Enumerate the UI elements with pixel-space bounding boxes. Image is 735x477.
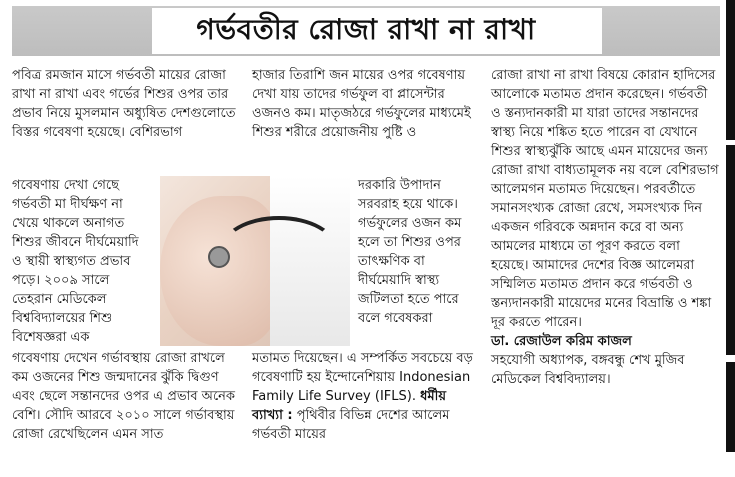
religious-explanation-label: ধর্মীয় ব্যাখ্যা : <box>252 389 446 423</box>
col2-bottom-text-a: মতামত দিয়েছেন। এ সম্পর্কিত সবচেয়ে বড় গবেষণাটি হয় ইন্দোনেশিয়ায় Indonesian Family Life Survey (IFLS). <box>252 351 473 404</box>
headline: গর্ভবতীর রোজা রাখা না রাখা <box>196 12 536 46</box>
adjacent-column-edge <box>726 0 735 477</box>
pregnant-woman-photo <box>160 176 350 346</box>
stethoscope-icon <box>208 246 230 268</box>
column-2-wrap <box>358 176 480 328</box>
col2-top-text: হাজার তিরাশি জন মায়ের ওপর গবেষণায় দেখা যায় তাদের গর্ভফুল বা প্লাসেন্টার ওজনও কম। মাতৃজঠরে গর্ভফুলের মাধ্যমেই শিশুর শরীরে প্রয়োজনীয় পুষ্টি ও <box>252 68 471 140</box>
col2-bottom-paragraph <box>252 349 480 444</box>
author-name: ডা. রেজাউল করিম কাজল <box>491 334 632 349</box>
edge-block-3 <box>726 362 735 452</box>
edge-block-2 <box>726 145 735 355</box>
col1-bottom-text: গবেষণায় দেখেন গর্ভাবস্থায় রোজা রাখলে কম ওজনের শিশু জন্মদানের ঝুঁকি দ্বিগুণ এবং ছেলে সন্তানদের ওপর এ প্রভাব অনেক বেশি। সৌদি আরবে ২০১০ সালে গর্ভাবস্থায় রোজা রেখেছিলেন এমন সাত <box>12 351 236 442</box>
column-1-bottom <box>12 349 240 444</box>
column-3 <box>491 66 721 389</box>
col1-top-text: পবিত্র রমজান মাসে গর্ভবতী মায়ের রোজা রাখা না রাখা এবং গর্ভের শিশুর ওপর তার প্রভাব নিয়ে মুসলমান অধ্যুষিত দেশগুলোতে বিস্তর গবেষণা হয়েছে। বেশিরভাগ <box>12 68 236 140</box>
edge-block-1 <box>726 0 735 140</box>
col3-body-text: রোজা রাখা না রাখা বিষয়ে কোরান হাদিসের আলোকে মতামত প্রদান করেছেন। গর্ভবতী ও স্তন্যদানকারী মা যারা তাদের সন্তানদের স্বাস্থ্য নিয়ে শঙ্কিত হতে পারেন বা যেখানে শিশুর স্বাস্থ্যঝুঁকি আছে এমন মায়েদের জন্য রোজা রাখা বাধ্যতামূলক নয় বলে বেশিরভাগ আলেমগন মতামত দিয়েছেন। পরবর্তীতে সমানসংখ্যক রোজা রেখে, সমসংখ্যক দিন একজন গরিবকে অন্নদান করে বা অন্য আমলের মাধ্যমে তা পূরণ করতে বলা হয়েছে। আমাদের দেশের বিজ্ঞ আলেমরা সম্মিলিত মতামত প্রদান করে গর্ভবতী ও স্তন্যদানকারী মায়েদের মনের বিভ্রান্তি ও শঙ্কা দূর করতে পারেন। <box>491 68 719 330</box>
col1-wrap-text: গবেষণায় দেখা গেছে গর্ভবতী মা দীর্ঘক্ষণ না খেয়ে থাকলে অনাগত শিশুর জীবনে দীর্ঘমেয়াদি ও স্থায়ী স্বাস্থ্যগত প্রভাব পড়ে। ২০০৯ সালে তেহরান মেডিকেল বিশ্ববিদ্যালয়ের শিশু বিশেষজ্ঞরা এক <box>12 178 139 345</box>
author-title: সহযোগী অধ্যাপক, বঙ্গবন্ধু শেখ মুজিব মেডিকেল বিশ্ববিদ্যালয়। <box>491 353 685 387</box>
col2-bottom-text-b: পৃথিবীর বিভিন্ন দেশের আলেম গর্ভবতী মায়ের <box>252 408 450 442</box>
column-2-top <box>252 66 480 142</box>
column-2-bottom <box>252 349 480 444</box>
headline-banner <box>12 6 720 56</box>
col2-wrap-text: দরকারি উপাদান সরবরাহ হয়ে থাকে। গর্ভফুলের ওজন কম হলে তা শিশুর ওপর তাৎক্ষণিক বা দীর্ঘমেয়াদি স্বাস্থ্য জটিলতা হতে পারে বলে গবেষকরা <box>358 178 462 326</box>
column-1-wrap <box>12 176 152 347</box>
column-1-top <box>12 66 240 142</box>
stethoscope-tube-icon <box>220 216 338 284</box>
